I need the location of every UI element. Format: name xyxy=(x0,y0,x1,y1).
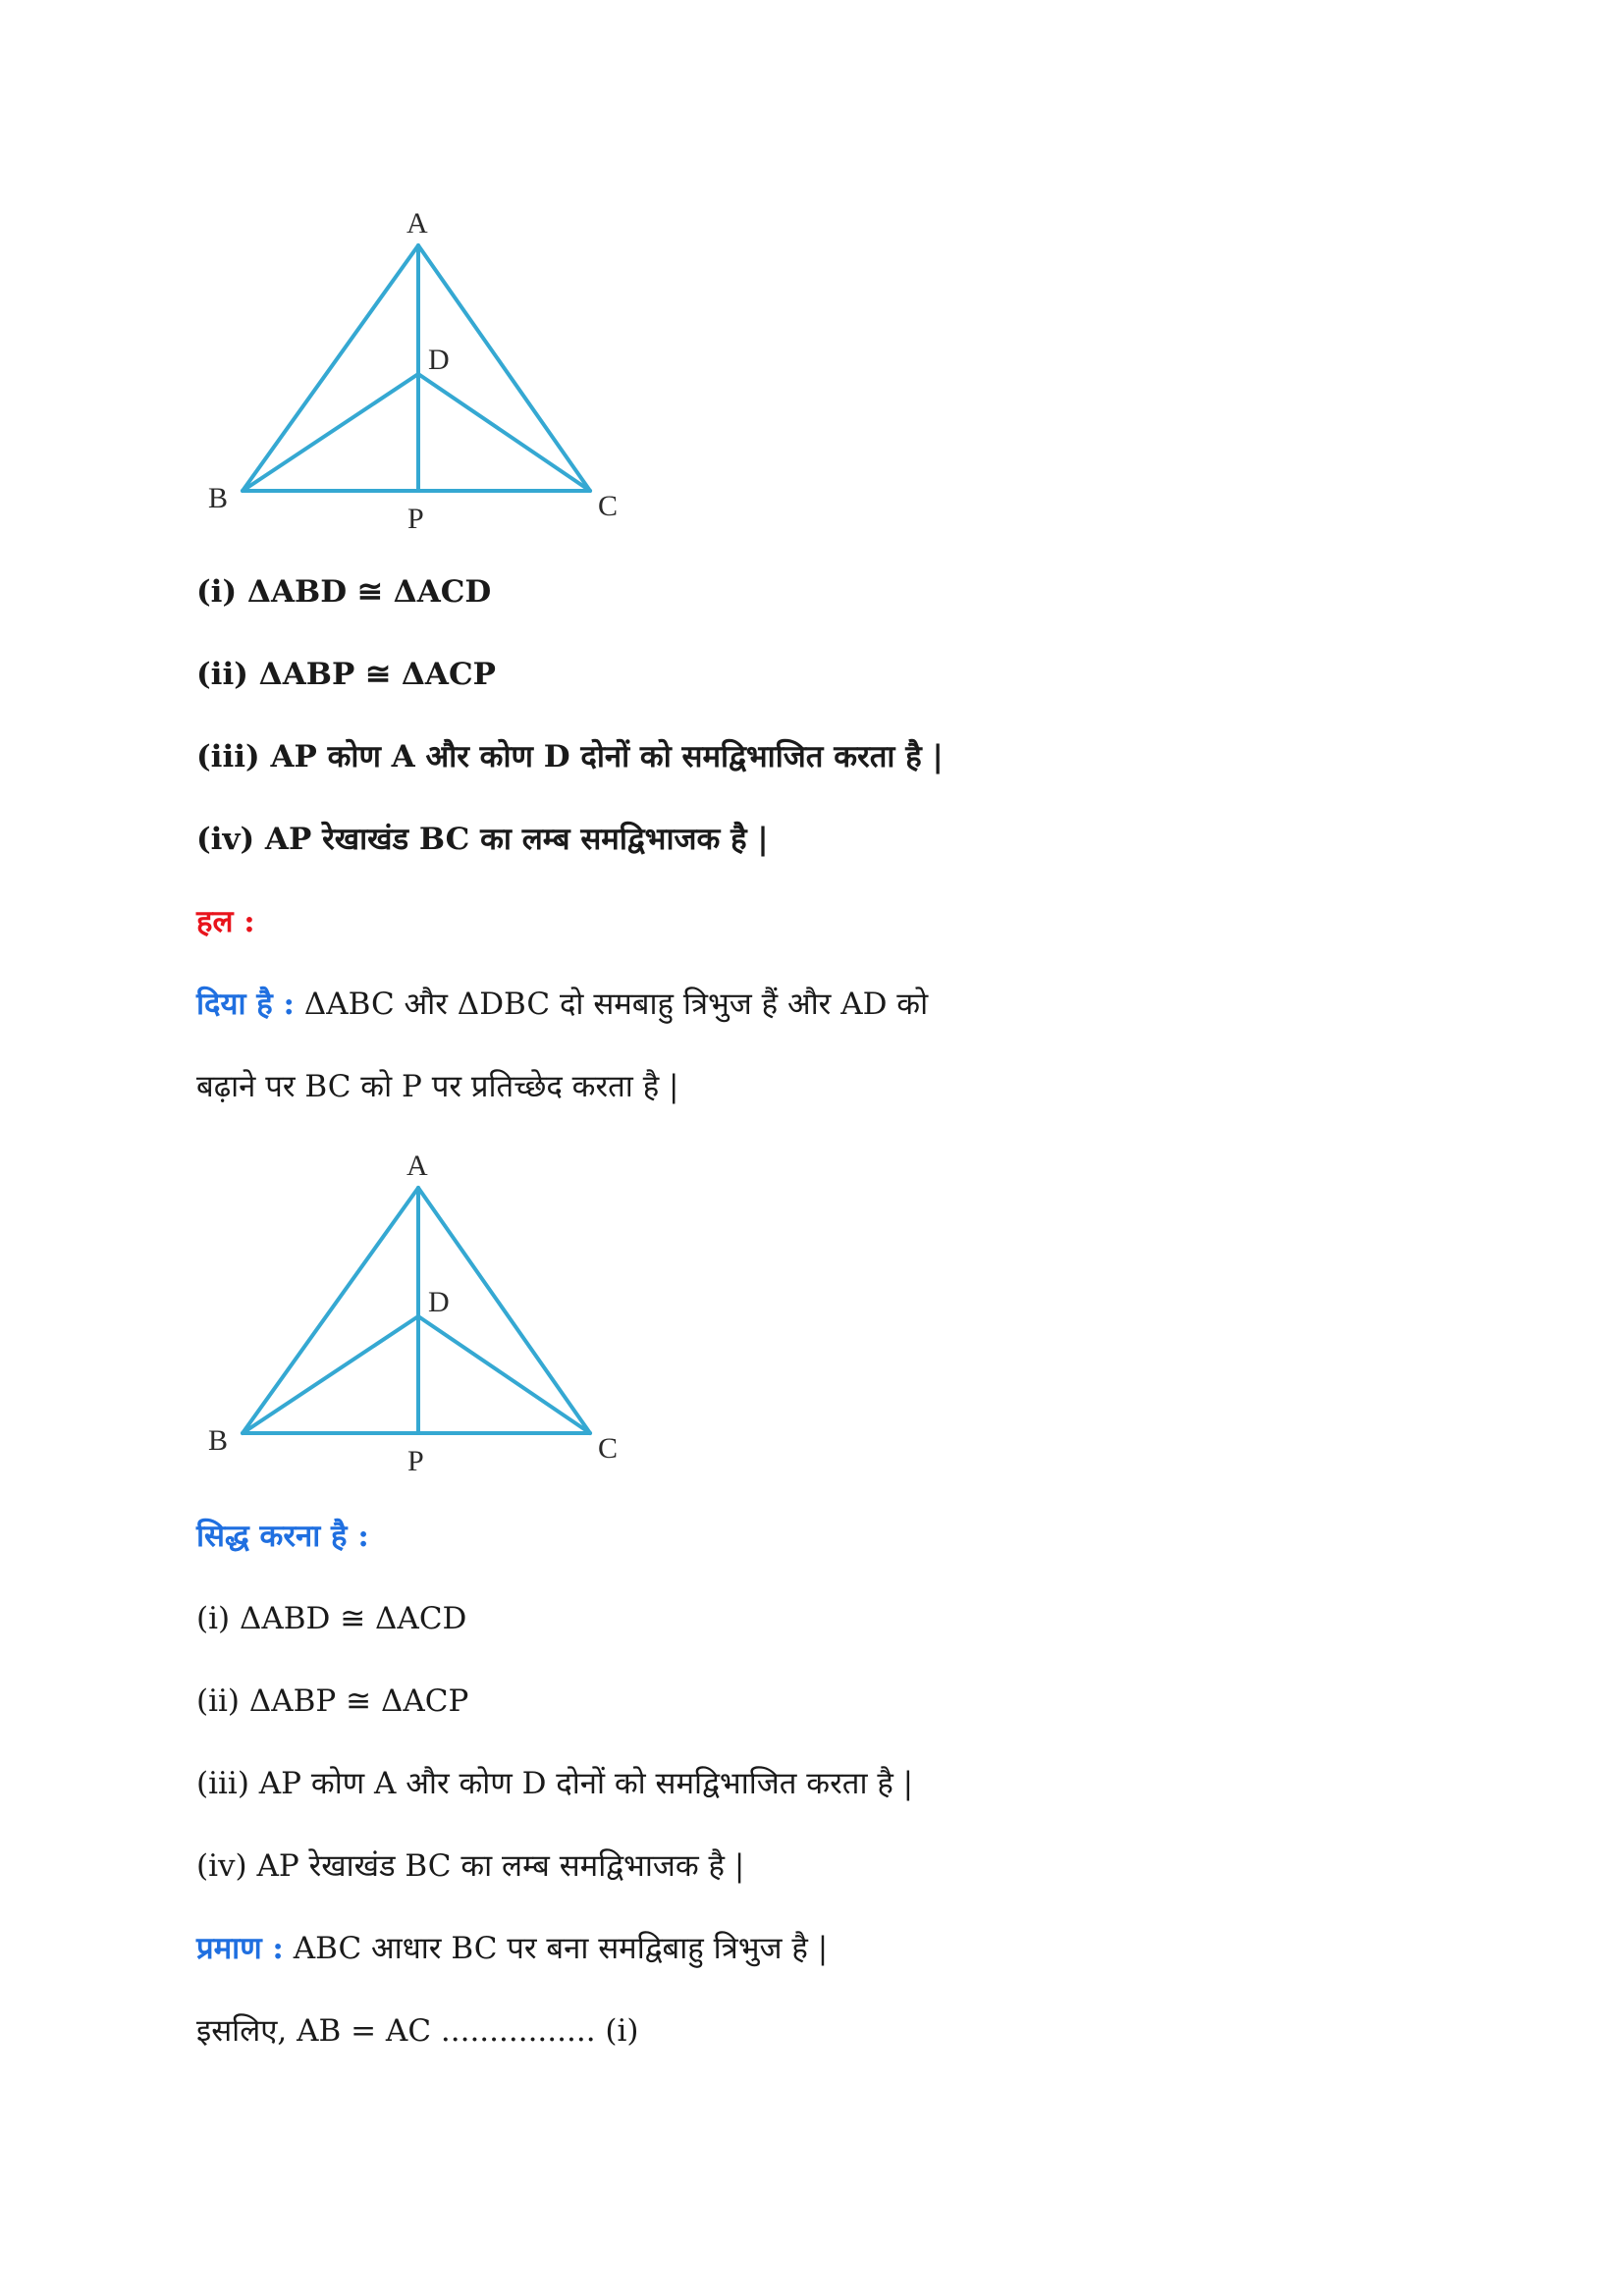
segment-bd xyxy=(243,374,418,491)
question-item-3: (iii) AP कोण A और कोण D दोनों को समद्विभाजित करता है | xyxy=(196,739,944,774)
question-item-2: (ii) ΔABP ≅ ΔACP xyxy=(196,657,496,692)
label-p: P xyxy=(407,503,424,535)
proof-step-1: इसलिए, AB = AC ................ (i) xyxy=(196,2013,639,2049)
label-c: C xyxy=(598,1432,619,1465)
triangle-figure-2 xyxy=(196,1139,638,1482)
given-label: दिया है : xyxy=(196,987,295,1022)
segment-bd xyxy=(243,1316,418,1433)
proof-line xyxy=(196,1929,828,1968)
label-c: C xyxy=(598,490,619,522)
to-prove-item-3: (iii) AP कोण A और कोण D दोनों को समद्विभाजित करता है | xyxy=(196,1766,914,1801)
proof-label: प्रमाण : xyxy=(196,1931,284,1966)
proof-text: ABC आधार BC पर बना समद्विबाहु त्रिभुज है | xyxy=(283,1931,829,1966)
given-line-2: बढ़ाने पर BC को P पर प्रतिच्छेद करता है | xyxy=(196,1069,679,1104)
question-item-4: (iv) AP रेखाखंड BC का लम्ब समद्विभाजक है | xyxy=(196,822,769,857)
label-p: P xyxy=(407,1445,424,1477)
triangle-figure-1 xyxy=(196,196,638,540)
to-prove-item-1: (i) ΔABD ≅ ΔACD xyxy=(196,1601,467,1636)
label-a: A xyxy=(406,207,428,240)
label-b: B xyxy=(208,1424,229,1457)
solution-heading: हल : xyxy=(196,904,255,939)
given-line-1 xyxy=(196,985,928,1024)
triangle-diagram xyxy=(196,196,638,540)
to-prove-heading: सिद्ध करना है : xyxy=(196,1519,369,1554)
to-prove-item-4: (iv) AP रेखाखंड BC का लम्ब समद्विभाजक है | xyxy=(196,1848,745,1884)
side-ab xyxy=(243,245,418,491)
side-ab xyxy=(243,1188,418,1433)
label-a: A xyxy=(406,1149,428,1182)
label-b: B xyxy=(208,482,229,514)
to-prove-item-2: (ii) ΔABP ≅ ΔACP xyxy=(196,1683,469,1719)
segment-cd xyxy=(418,1316,590,1433)
question-item-1: (i) ΔABD ≅ ΔACD xyxy=(196,574,492,610)
given-text-1: ΔABC और ΔDBC दो समबाहु त्रिभुज हैं और AD को xyxy=(295,987,929,1022)
triangle-diagram xyxy=(196,1139,638,1482)
segment-cd xyxy=(418,374,590,491)
label-d: D xyxy=(428,344,450,376)
label-d: D xyxy=(428,1286,450,1318)
